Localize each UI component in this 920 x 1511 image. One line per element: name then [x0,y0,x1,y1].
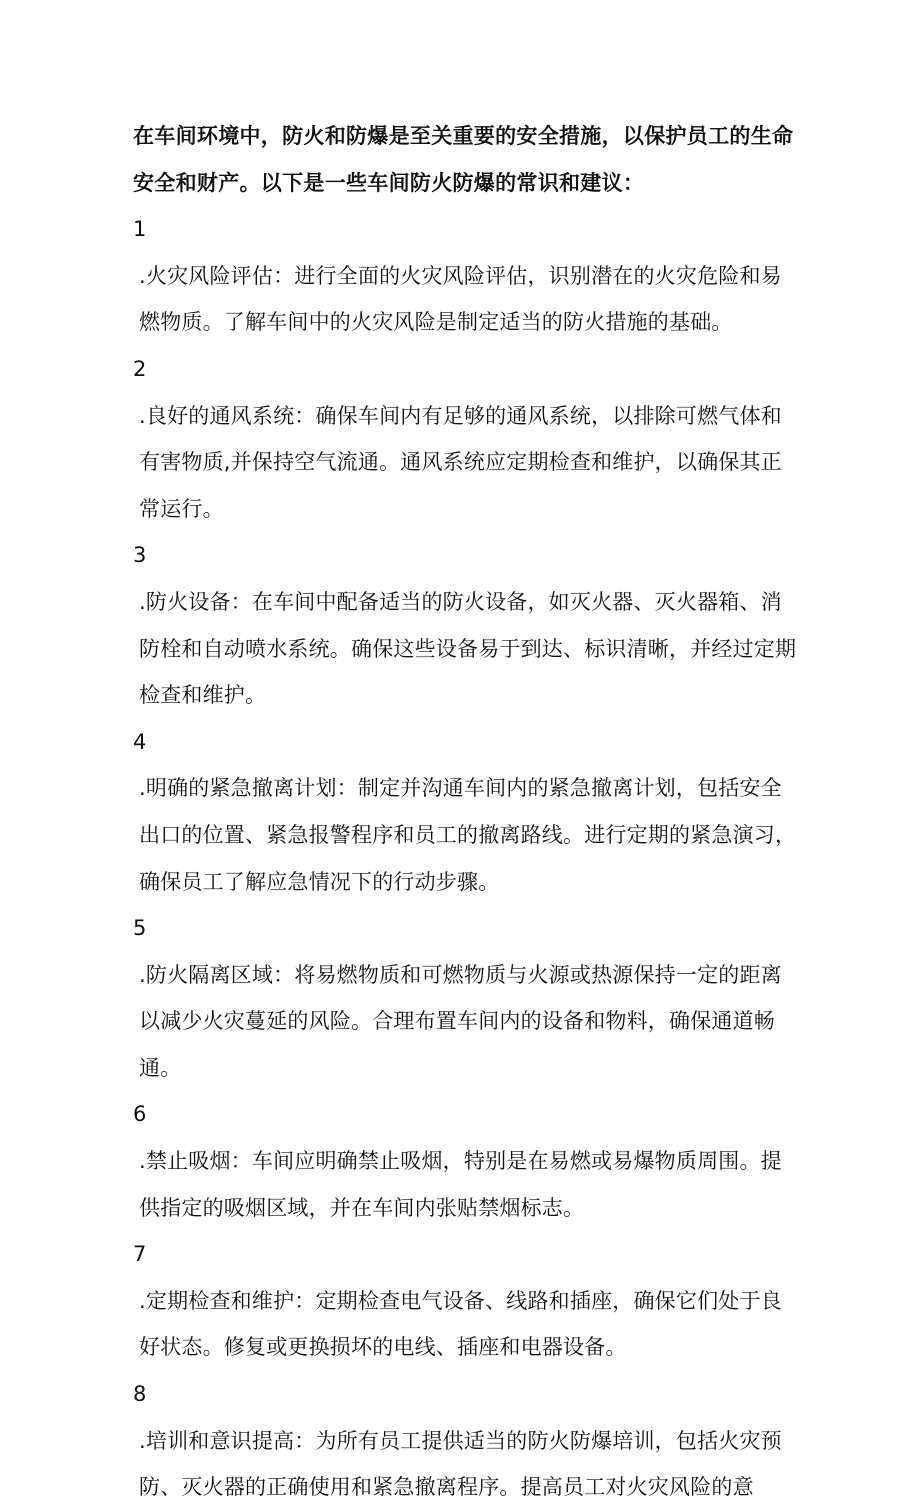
item-number: 1 [133,217,147,242]
list-item [133,1231,798,1371]
item-text: .良好的通风系统：确保车间内有足够的通风系统，以排除可燃气体和有害物质,并保持空气流通。通风系统应定期检查和维护，以确保其正常运行。 [139,403,782,521]
document-page [133,113,798,1511]
list-item [133,532,798,718]
list-item [133,719,798,905]
item-text: .明确的紧急撤离计划：制定并沟通车间内的紧急撤离计划，包括安全出口的位置、紧急报警程序和员工的撤离路线。进行定期的紧急演习，确保员工了解应急情况下的行动步骤。 [139,776,797,894]
item-number: 5 [133,916,147,941]
item-text: .防火隔离区域：将易燃物质和可燃物质与火源或热源保持一定的距离以减少火灾蔓延的风险。合理布置车间内的设备和物料，确保通道畅通。 [139,962,782,1080]
item-text: .定期检查和维护：定期检查电气设备、线路和插座，确保它们处于良好状态。修复或更换损坏的电线、插座和电器设备。 [139,1288,782,1360]
item-number: 7 [133,1242,147,1267]
list-item [133,346,798,532]
intro-paragraph: 在车间环境中，防火和防爆是至关重要的安全措施，以保护员工的生命安全和财产。以下是一些车间防火防爆的常识和建议： [133,124,794,195]
list-item [133,905,798,1091]
item-text: .禁止吸烟：车间应明确禁止吸烟，特别是在易燃或易爆物质周围。提供指定的吸烟区域，并在车间内张贴禁烟标志。 [139,1149,782,1220]
item-number: 4 [133,729,147,754]
item-number: 2 [133,356,147,381]
list-item [133,1371,798,1511]
list-item [133,206,798,346]
item-text: .防火设备：在车间中配备适当的防火设备，如灭火器、灭火器箱、消防栓和自动喷水系统。确保这些设备易于到达、标识清晰，并经过定期检查和维护。 [139,589,797,708]
list-item [133,1091,798,1231]
item-text: .火灾风险评估：进行全面的火灾风险评估，识别潜在的火灾危险和易燃物质。了解车间中的火灾风险是制定适当的防火措施的基础。 [139,263,782,335]
item-number: 8 [133,1382,147,1407]
item-number: 3 [133,543,147,568]
item-text: .培训和意识提高：为所有员工提供适当的防火防爆培训，包括火灾预防、灭火器的正确使用和紧急撤离程序。提高员工对火灾风险的意 [139,1428,782,1500]
item-number: 6 [133,1102,147,1127]
